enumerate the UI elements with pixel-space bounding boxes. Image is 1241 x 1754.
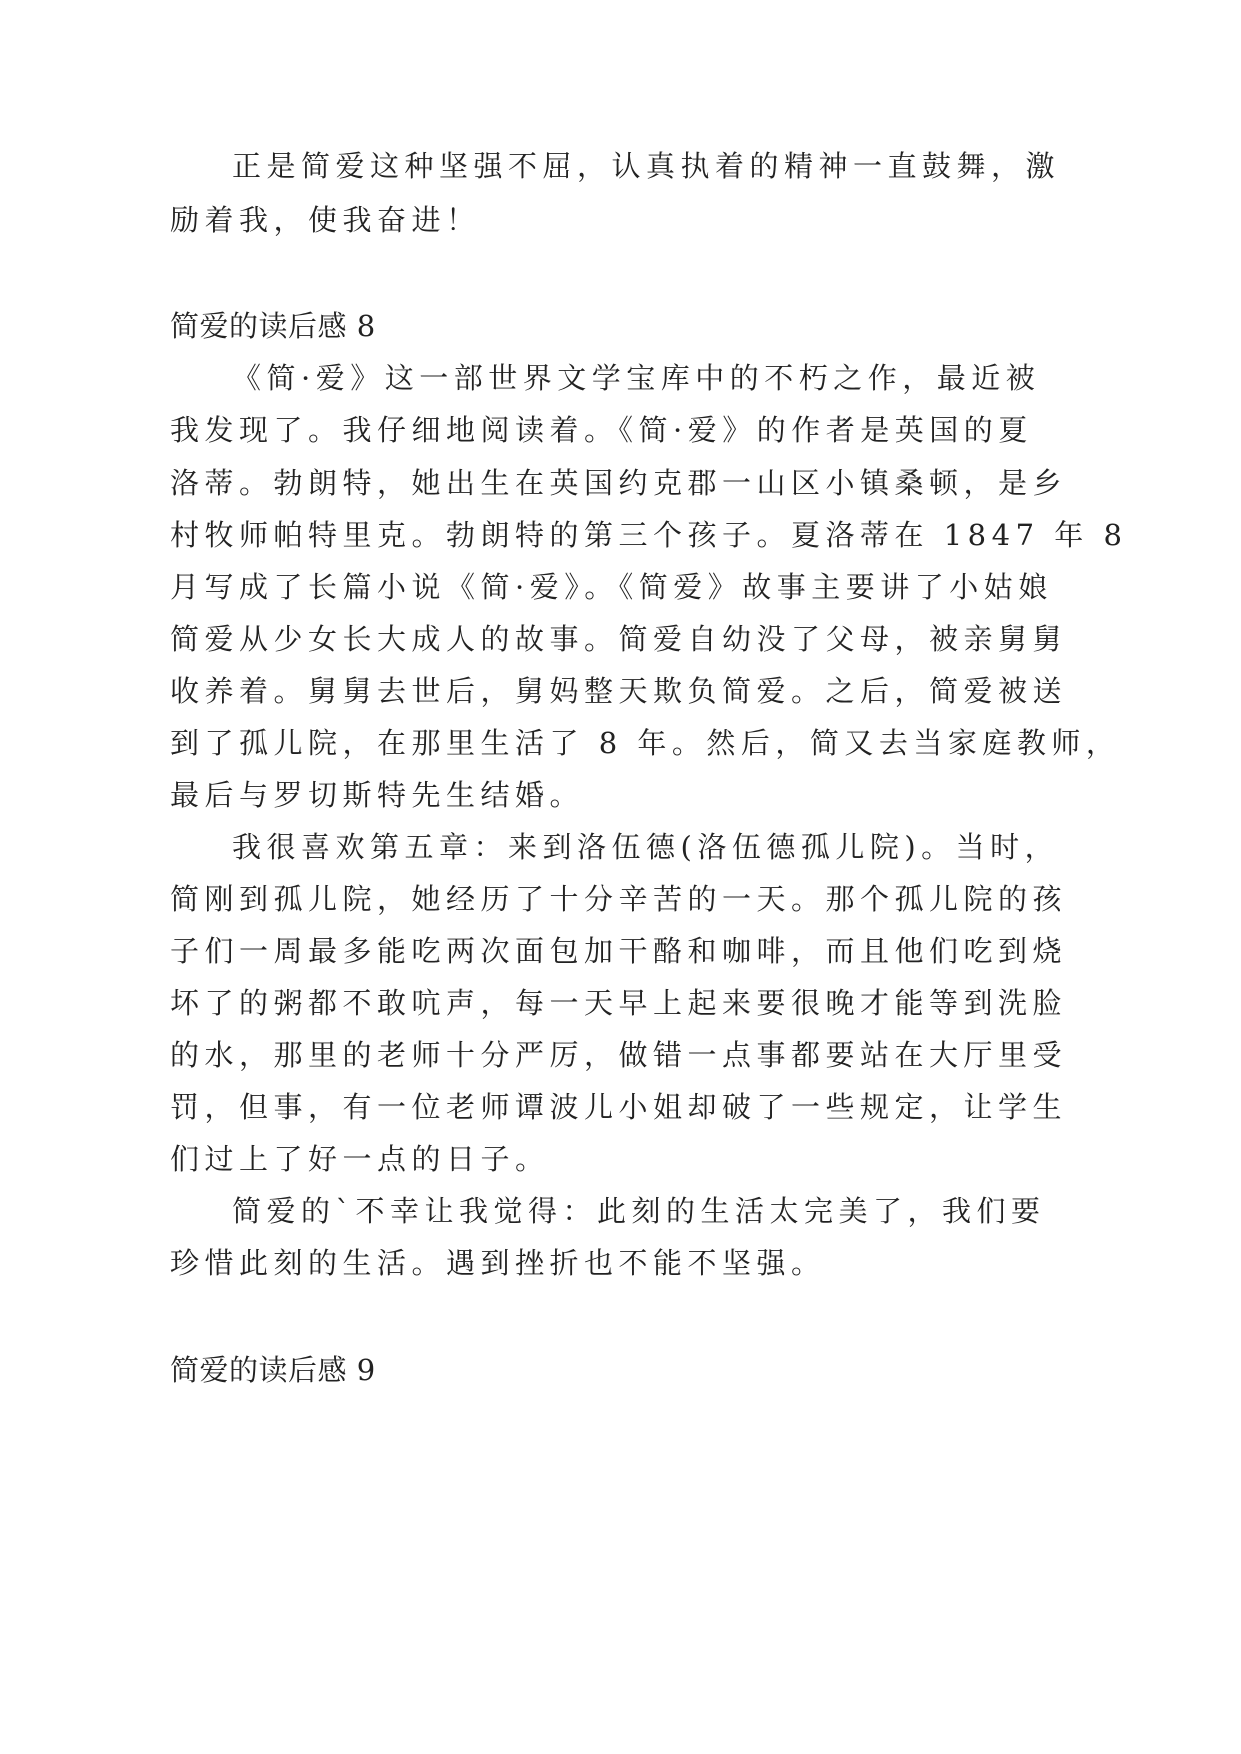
paragraph-4-line-2: 珍惜此刻的生活。遇到挫折也不能不坚强。 [170, 1246, 826, 1280]
paragraph-3-line-7: 们过上了好一点的日子。 [170, 1142, 550, 1176]
paragraph-3-line-5: 的水，那里的老师十分严厉，做错一点事都要站在大厅里受 [170, 1038, 1068, 1072]
paragraph-2-line-8: 到了孤儿院，在那里生活了 8 年。然后，简又去当家庭教师， [170, 726, 1121, 760]
paragraph-1-line-2: 励着我，使我奋进！ [170, 203, 481, 237]
paragraph-2-line-7: 收养着。舅舅去世后，舅妈整天欺负简爱。之后，简爱被送 [170, 674, 1068, 708]
paragraph-1-line-1: 正是简爱这种坚强不屈，认真执着的精神一直鼓舞，激 [232, 149, 1061, 183]
paragraph-4-line-1: 简爱的`不幸让我觉得：此刻的生活太完美了，我们要 [232, 1194, 1046, 1228]
section-heading-8: 简爱的读后感 8 [170, 309, 376, 343]
paragraph-3-line-3: 子们一周最多能吃两次面包加干酪和咖啡，而且他们吃到烧 [170, 934, 1068, 968]
paragraph-2-line-9: 最后与罗切斯特先生结婚。 [170, 778, 585, 812]
paragraph-3-line-4: 坏了的粥都不敢吭声，每一天早上起来要很晚才能等到洗脸 [170, 986, 1068, 1020]
paragraph-2-line-2: 我发现了。我仔细地阅读着。《简·爱》的作者是英国的夏 [170, 413, 1033, 447]
paragraph-2-line-5: 月写成了长篇小说《简·爱》。《简爱》故事主要讲了小姑娘 [170, 570, 1053, 604]
section-heading-9: 简爱的读后感 9 [170, 1353, 376, 1387]
paragraph-2-line-4: 村牧师帕特里克。勃朗特的第三个孩子。夏洛蒂在 1847 年 8 [170, 518, 1128, 552]
paragraph-2-line-3: 洛蒂。勃朗特，她出生在英国约克郡一山区小镇桑顿，是乡 [170, 466, 1068, 500]
paragraph-2-line-6: 简爱从少女长大成人的故事。简爱自幼没了父母，被亲舅舅 [170, 622, 1068, 656]
paragraph-2-line-1: 《简·爱》这一部世界文学宝库中的不朽之作，最近被 [232, 361, 1041, 395]
paragraph-3-line-2: 简刚到孤儿院，她经历了十分辛苦的一天。那个孤儿院的孩 [170, 882, 1068, 916]
paragraph-3-line-6: 罚，但事，有一位老师谭波儿小姐却破了一些规定，让学生 [170, 1090, 1068, 1124]
paragraph-3-line-1: 我很喜欢第五章：来到洛伍德(洛伍德孤儿院)。当时， [232, 830, 1060, 864]
